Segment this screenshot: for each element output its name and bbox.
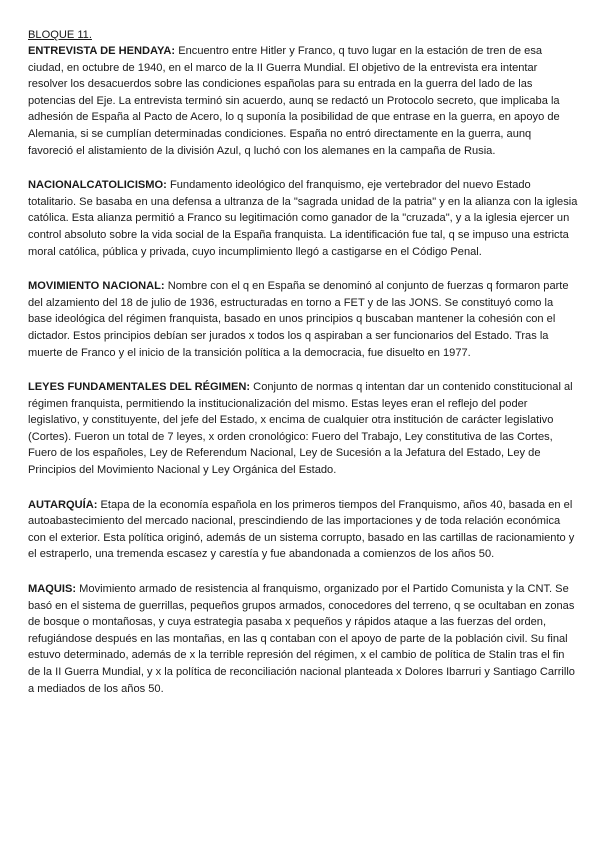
entry-maquis bbox=[28, 581, 578, 697]
entry-term: AUTARQUÍA: bbox=[28, 498, 98, 511]
entry-term: MAQUIS: bbox=[28, 583, 77, 596]
entry-term: ENTREVISTA DE HENDAYA: bbox=[28, 45, 176, 57]
document-page bbox=[28, 27, 578, 715]
entry-text: Nombre con el q en España se denominó al conjunto de fuerzas q formaron parte del alzamiento del 18 de julio de 1936, estructuradas en torno a FET y de las JONS. Se constituyó como la base ideológica del régimen franquista, basado en unos principios q buscaban mantener la cohesión con el dictador. Estos principios debían ser jurados x todos los q aspiraban a ser funcionarios del Estado. Tras la muerte de Franco y el inicio de la transición política a la democracia, fue disuelto en 1977. bbox=[28, 280, 569, 359]
entry-term: LEYES FUNDAMENTALES DEL RÉGIMEN: bbox=[28, 381, 251, 394]
entry-leyes-fundamentales bbox=[28, 379, 578, 479]
entry-text: Fundamento ideológico del franquismo, eje vertebrador del nuevo Estado totalitario. Se basaba en una defensa a ultranza de la "sagrada unidad de la patria" y en la alianza con la iglesia católica. Esta alianza permitió a Franco su legitimación como ganador de la "cruzada", y a la iglesia ejercer un control absoluto sobre la vida social de la España franquista. La identificación fue tal, q se impuso una estricta moral católica, pública y privada, cuyo incumplimiento llegó a castigarse en el Código Penal. bbox=[28, 179, 578, 258]
entry-term: NACIONALCATOLICISMO: bbox=[28, 179, 167, 192]
entry-entrevista-hendaya bbox=[28, 43, 578, 159]
entry-text: Etapa de la economía española en los primeros tiempos del Franquismo, años 40, basada en el autoabastecimiento del mercado nacional, prescindiendo de las importaciones y de toda relación económica con el exterior. Esta política originó, además de un sistema corrupto, basado en las cartillas de racionamiento y el estraperlo, una tremenda escasez y carestía y fue abandonada a comienzos de los años 50. bbox=[28, 498, 575, 561]
entry-autarquia bbox=[28, 497, 578, 563]
entry-text: Movimiento armado de resistencia al franquismo, organizado por el Partido Comunista y la CNT. Se basó en el sistema de guerrillas, pequeños grupos armados, conocedores del terreno, q se ocultaban en zonas de bosque o montañosas, y cuya estrategia pasaba x pequeños y rápidos ataque a las fuerzas del orden, refugiándose después en las montañas, en las q contaban con el apoyo de parte de la población civil. Su final estuvo determinado, además de x la terrible represión del régimen, x el cambio de política de Stalin tras el fin de la II Guerra Mundial, y x la política de reconciliación nacional planteada x Dolores Ibarruri y Santiago Carrillo a mediados de los años 50. bbox=[28, 583, 575, 695]
entry-movimiento-nacional bbox=[28, 278, 578, 361]
entry-term: MOVIMIENTO NACIONAL: bbox=[28, 280, 165, 293]
entry-text: Encuentro entre Hitler y Franco, q tuvo lugar en la estación de tren de esa ciudad, en octubre de 1940, en el marco de la II Guerra Mundial. El objetivo de la entrevista era intentar resolver los desacuerdos sobre las condiciones españolas para su entrada en la guerra del lado de las potencias del Eje. La entrevista terminó sin acuerdo, aunq se redactó un Protocolo secreto, que implicaba la adhesión de España al Pacto de Acero, lo q suponía la posibilidad de que entrase en la guerra, en apoyo de Alemania, si se cumplían determinadas condiciones. España no entró directamente en la guerra, aunq favoreció el alistamiento de la división Azul, q luchó con los alemanes en la campaña de Rusia. bbox=[28, 45, 560, 157]
block-heading: BLOQUE 11. bbox=[28, 29, 92, 41]
entry-nacionalcatolicismo bbox=[28, 177, 578, 260]
entry-text: Conjunto de normas q intentan dar un contenido constitucional al régimen franquista, permitiendo la institucionalización del mismo. Estas leyes eran el reflejo del poder legislativo, y constituyente, del jefe del Estado, x encima de cualquier otra institución de carácter legislativo (Cortes). Fueron un total de 7 leyes, x orden cronológico: Fuero del Trabajo, Ley constitutiva de las Cortes, Fuero de los españoles, Ley de Referendum Nacional, Ley de Sucesión a la Jefatura del Estado, Ley de Principios del Movimiento Nacional y Ley Orgánica del Estado. bbox=[28, 381, 573, 477]
